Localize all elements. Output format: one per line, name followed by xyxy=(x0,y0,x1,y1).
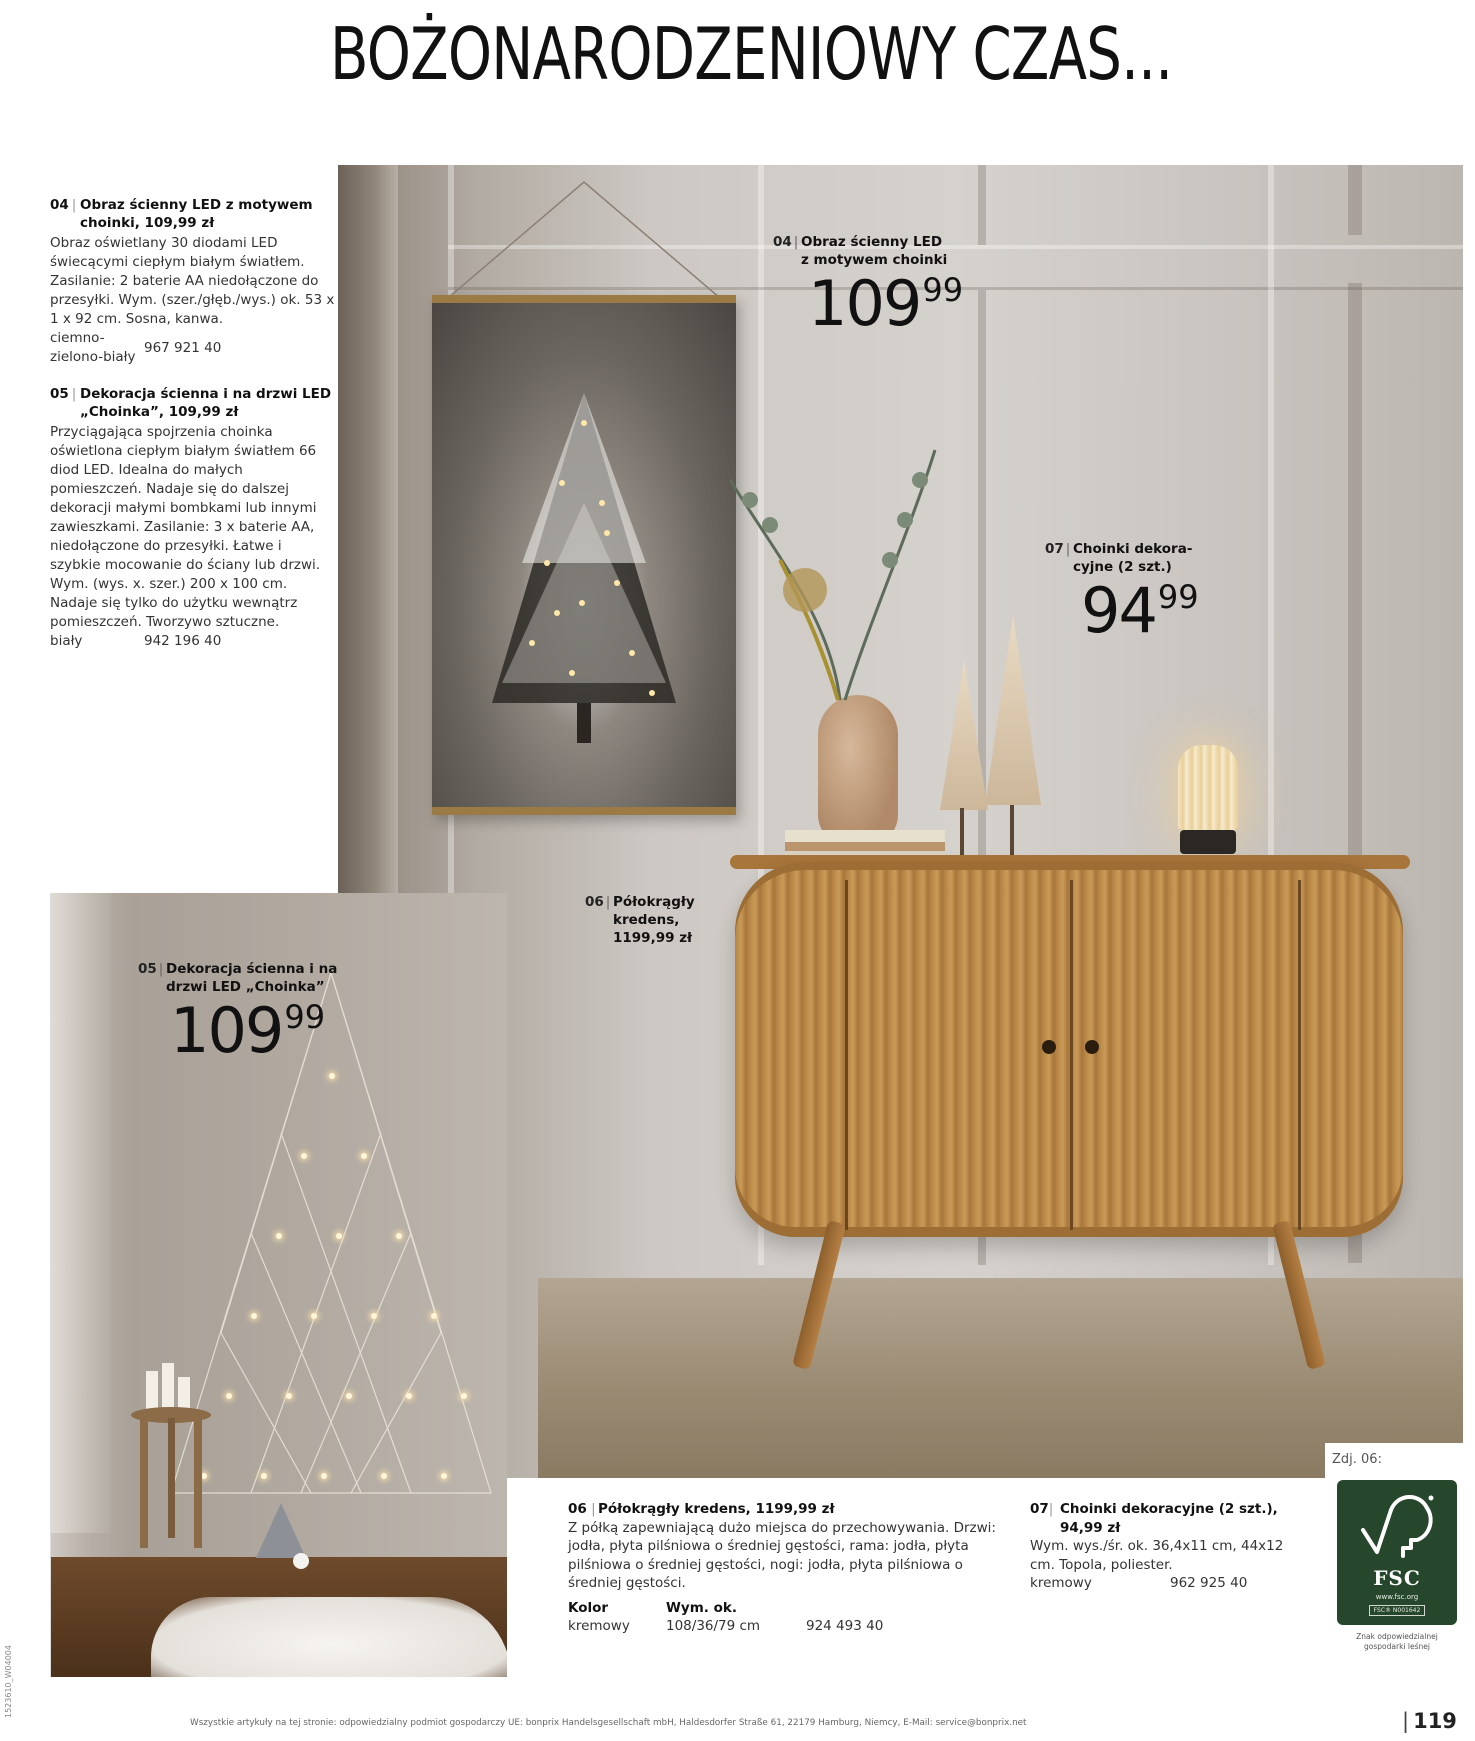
price-large: 109 $^{99}$ xyxy=(808,267,964,340)
product-title: Półokrągły kredens, 1199,99 zł xyxy=(598,1501,835,1517)
led-wall-picture-christmas-tree xyxy=(432,295,736,815)
catalog-code: 1523610_W04004 xyxy=(4,1645,13,1718)
spec-table xyxy=(568,1599,1013,1636)
spec-table-header: Kolor Wym. ok. xyxy=(568,1599,737,1616)
product-description: Obraz oświetlany 30 diodami LED świecącymi ciepłym białym światłem. Zasilanie: 2 baterie AA niedołączone do przesyłki. Wym. (szer./głęb./wys.) ok. 53 x 1 x 92 cm. Sosna, kanwa. xyxy=(50,235,335,327)
sideboard-knob xyxy=(1042,1040,1056,1054)
gnome-figure-icon xyxy=(246,1503,316,1573)
product-07-description: 07| Choinki dekoracyjne (2 szt.), 94,99 zł Wym. wys./śr. ok. 36,4x11 cm, 44x12 cm. Topola, poliester. kremowy 962 925 40 xyxy=(1030,1500,1300,1593)
spec-table-row: kremowy 108/36/79 cm 924 493 40 xyxy=(568,1618,884,1634)
table-lamp xyxy=(1178,745,1238,830)
table-lamp-base xyxy=(1180,830,1236,854)
eucalyptus-branches-icon xyxy=(720,440,960,710)
wall-panel-molding xyxy=(1348,165,1362,235)
product-description: Przyciągająca spojrzenia choinka oświetlona ciepłym białym światłem 66 diod LED. Idealna do małych pomieszczeń. Nadaje się do dalszej dekoracji małymi bombkami lub innymi zawieszkami. Zasilanie: 3 x baterie AA, niedołączone do przesyłki. Łatwe i szybkie mocowanie do ściany lub drzwi. Wym. (wys. x. szer.) 200 x 100 cm. Nadaje się tylko do użytku wewnątrz pomieszczeń. Tworzywo sztuczne. xyxy=(50,424,321,630)
product-title: Obraz ścienny LED z motywem choinki, 109,99 zł xyxy=(80,197,313,231)
product-sku: 962 925 40 xyxy=(1170,1575,1248,1591)
product-title: Choinki dekoracyjne (2 szt.), 94,99 zł xyxy=(1060,1501,1278,1536)
product-title: Dekoracja ścienna i na drzwi LED „Choinka”, 109,99 zł xyxy=(80,386,332,420)
sideboard-knob xyxy=(1085,1040,1099,1054)
price-large: 94 $^{99}$ xyxy=(1081,574,1199,647)
product-sku: 967 921 40 xyxy=(144,339,222,356)
fsc-logo: FSC www.fsc.org FSC® N001642 xyxy=(1337,1480,1457,1625)
product-description: Z półką zapewniającą dużo miejsca do przechowywania. Drzwi: jodła, płyta pilśniowa o średniej gęstości, rama: jodła, płyta pilśniowa o średniej gęstości, nogi: jodła, płyta pilśniowa o średniej gęstości. xyxy=(568,1519,996,1591)
product-color: ciemno-zielono-biały xyxy=(50,330,136,365)
product-04-description: 04 | Obraz ścienny LED z motywem choinki, 109,99 zł Obraz oświetlany 30 diodami LED świecącymi ciepłym białym światłem. Zasilanie: 2 baterie AA niedołączone do przesyłki. Wym. (szer./głęb./wys.) ok. 53 x 1 x 92 cm. Sosna, kanwa. ciemno-zielono-biały 967 921 40 xyxy=(50,197,335,365)
page-number: | 119 xyxy=(1402,1709,1457,1733)
fsc-photo-label: Zdj. 06: xyxy=(1332,1452,1382,1467)
product-description-column xyxy=(50,196,335,651)
price-tag-product-06: 06 | Półokrągły kredens, 1199,99 zł xyxy=(585,894,695,946)
page-title: BOŻONARODZENIOWY CZAS... xyxy=(330,12,1173,96)
product-color: kremowy xyxy=(1030,1575,1092,1591)
snowy-tree-icon xyxy=(432,303,736,807)
product-description: Wym. wys./śr. ok. 36,4x11 cm, 44x12 cm. Topola, poliester. xyxy=(1030,1538,1284,1573)
price-tag-product-07: 07 | Choinki dekora- cyjne (2 szt.) 94 $^{99}$ xyxy=(1045,541,1199,647)
product-06-description: 06 | Półokrągły kredens, 1199,99 zł Z półką zapewniającą dużo miejsca do przechowywania. Drzwi: jodła, płyta pilśniowa o średniej gęstości, rama: jodła, płyta pilśniowa o średniej gęstości, nogi: jodła, płyta pilśniowa o średniej gęstości. Kolor Wym. ok. kremowy 108/36/79 cm 924 493 40 xyxy=(568,1500,1013,1636)
door-frame xyxy=(51,893,111,1533)
half-round-sideboard xyxy=(735,862,1403,1237)
price-tag-product-04: 04 | Obraz ścienny LED z motywem choinki 109 $^{99}$ xyxy=(773,234,964,340)
sheepskin-rug xyxy=(151,1597,507,1677)
price-large: 109 $^{99}$ xyxy=(170,994,326,1067)
product-sku: 942 196 40 xyxy=(144,633,222,649)
product-color: biały xyxy=(50,633,83,649)
picture-hanger-string xyxy=(448,180,720,298)
fsc-checkmark-tree-icon xyxy=(1357,1490,1437,1562)
ceramic-vase xyxy=(818,695,898,845)
legal-footer-note: Wszystkie artykuły na tej stronie: odpowiedzialny podmiot gospodarczy UE: bonprix Handelsgesellschaft mbH, Haldesdorfer Straße 61, 22179 Hamburg, Niemcy, E-Mail: service@bonprix.net xyxy=(190,1718,1027,1728)
product-05-description: 05 | Dekoracja ścienna i na drzwi LED „Choinka”, 109,99 zł Przyciągająca spojrzenia choinka oświetlona ciepłym białym światłem 66 diod LED. Idealna do małych pomieszczeń. Nadaje się do dalszej dekoracji małymi bombkami lub innymi zawieszkami. Zasilanie: 3 x baterie AA, niedołączone do przesyłki. Łatwe i szybkie mocowanie do ściany lub drzwi. Wym. (wys. x. szer.) 200 x 100 cm. Nadaje się tylko do użytku wewnątrz pomieszczeń. Tworzywo sztuczne. biały 942 196 40 xyxy=(50,385,335,651)
fsc-caption: Znak odpowiedzialnej gospodarki leśnej xyxy=(1356,1632,1438,1651)
stool-with-candles-icon xyxy=(126,1363,236,1563)
wall-panel-molding xyxy=(978,165,986,245)
price-tag-product-05: 05 | Dekoracja ścienna i na drzwi LED „Choinka” 109 $^{99}$ xyxy=(138,961,338,1067)
